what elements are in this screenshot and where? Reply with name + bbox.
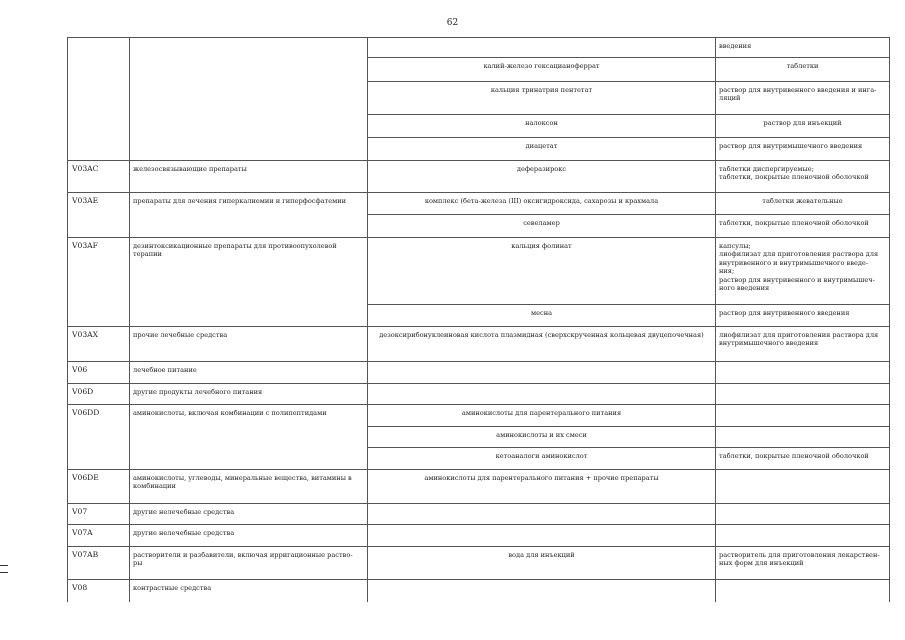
table-cell-form: таблетки диспергируемые; таблетки, покрытые пленочной оболочкой [716,161,890,193]
table-cell-form: раствор для внутривенного введения и инга- ляций [716,82,890,115]
table-cell-form: таблетки, покрытые пленочной оболочкой [716,448,890,470]
table-cell-form: таблетки [716,58,890,82]
table-cell-group: аминокислоты, включая комбинации с полипептидами [130,405,368,470]
table-cell-substance: калий-железо гексацианоферрат [368,58,716,82]
table-cell-substance: кетоаналоги аминокислот [368,448,716,470]
table-cell-group: другие нелечебные средства [130,525,368,547]
table-cell-form [716,580,890,602]
table-cell-form: таблетки, покрытые пленочной оболочкой [716,215,890,238]
table-cell-substance: вода для инъекций [368,547,716,580]
table-cell-code: V06 [68,362,130,384]
table-cell-substance: севеламер [368,215,716,238]
table-cell-form [716,525,890,547]
table-cell-substance: деферазирокс [368,161,716,193]
table-cell-substance [368,384,716,405]
table-cell-substance [368,504,716,525]
table-cell-group: препараты для лечения гиперкалиемии и гиперфосфатемии [130,193,368,238]
table-cell-code: V06D [68,384,130,405]
table-cell-form [716,362,890,384]
table-cell-form: растворитель для приготовления лекарствен- ных форм для инъекций [716,547,890,580]
table-cell-group: прочие лечебные средства [130,327,368,362]
table-cell-form [716,504,890,525]
table-cell-substance: кальция тринатрия пентетат [368,82,716,115]
table-cell-code: V07A [68,525,130,547]
table-cell-group: растворители и разбавители, включая ирригационные раство- ры [130,547,368,580]
table-cell-group [130,38,368,161]
table-cell-substance: аминокислоты для парентерального питания [368,405,716,427]
drug-table [67,37,890,602]
table-cell-substance [368,362,716,384]
table-cell-substance: комплекс (бета-железа (III) оксигидроксида, сахарозы и крахмала [368,193,716,215]
table-cell-code [68,38,130,161]
table-cell-form: раствор для внутримышечного введения [716,138,890,161]
table-cell-form: лиофилизат для приготовления раствора для внутримышечного введения [716,327,890,362]
table-cell-form: капсулы; лиофилизат для приготовления раствора для внутривенного и внутримышечного введе- ния; раствор для внутривенного и внутримышеч- ного введения [716,238,890,305]
table-cell-code: V03AF [68,238,130,327]
page-number: 62 [446,18,459,28]
table-cell-substance: кальция фолинат [368,238,716,305]
table-cell-group: контрастные средства [130,580,368,602]
table-cell-form [716,470,890,504]
table-cell-group: железосвязывающие препараты [130,161,368,193]
table-cell-substance: дезоксирибонуклеиновая кислота плазмидная (сверхскрученная кольцевая двуцепочечная) [368,327,716,362]
table-cell-form [716,427,890,448]
table-cell-code: V07 [68,504,130,525]
table-cell-form [716,405,890,427]
table-cell-form: раствор для инъекций [716,115,890,138]
table-cell-substance: аминокислоты для парентерального питания + прочие препараты [368,470,716,504]
table-cell-group: другие продукты лечебного питания [130,384,368,405]
table-cell-substance: месна [368,305,716,327]
table-cell-form: введения [716,38,890,58]
table-cell-substance [368,38,716,58]
table-cell-code: V03AE [68,193,130,238]
table-cell-group: другие нелечебные средства [130,504,368,525]
page-edge-mark [0,565,8,573]
table-cell-substance: налоксон [368,115,716,138]
table-cell-substance: диацетат [368,138,716,161]
table-cell-form: таблетки жевательные [716,193,890,215]
table-cell-substance [368,525,716,547]
table-cell-code: V08 [68,580,130,602]
table-cell-group: аминокислоты, углеводы, минеральные вещества, витамины в комбинации [130,470,368,504]
table-cell-code: V06DE [68,470,130,504]
table-cell-form [716,384,890,405]
table-cell-code: V03AX [68,327,130,362]
table-cell-form: раствор для внутривенного введения [716,305,890,327]
table-cell-code: V03AC [68,161,130,193]
table-cell-code: V07AB [68,547,130,580]
table-cell-substance: аминокислоты и их смеси [368,427,716,448]
table-cell-group: дезинтоксикационные препараты для противоопухолевой терапии [130,238,368,327]
table-cell-code: V06DD [68,405,130,470]
table-cell-group: лечебное питание [130,362,368,384]
table-cell-substance [368,580,716,602]
